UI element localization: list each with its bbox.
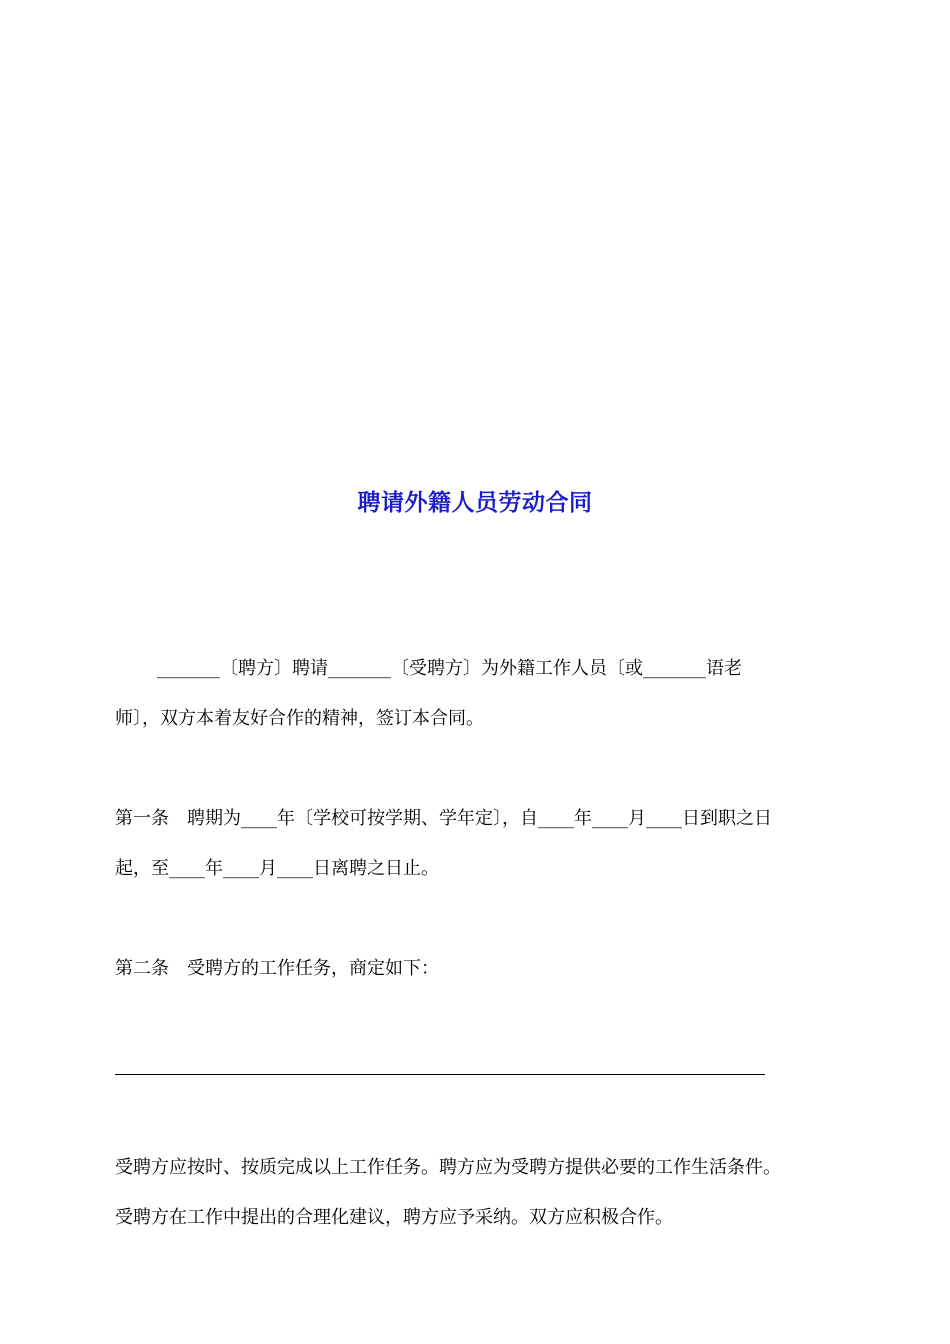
article-1-line-1: 第一条 聘期为____年〔学校可按学期、学年定〕，自____年____月____日到职之日 — [115, 808, 772, 829]
intro-line-1: _______〔聘方〕聘请_______〔受聘方〕为外籍工作人员〔或_______语老 — [157, 658, 742, 679]
article-2-paragraph-line-1: 受聘方应按时、按质完成以上工作任务。聘方应为受聘方提供必要的工作生活条件。 — [115, 1157, 781, 1178]
article-2-heading: 第二条 受聘方的工作任务，商定如下： — [115, 958, 439, 979]
intro-line-2: 师〕，双方本着友好合作的精神，签订本合同。 — [115, 708, 484, 729]
article-2-paragraph-line-2: 受聘方在工作中提出的合理化建议，聘方应予采纳。双方应积极合作。 — [115, 1207, 673, 1228]
document-title: 聘请外籍人员劳动合同 — [357, 490, 593, 516]
blank-fill-line — [115, 1074, 765, 1075]
article-1-line-2: 起，至____年____月____日离聘之日止。 — [115, 858, 439, 879]
